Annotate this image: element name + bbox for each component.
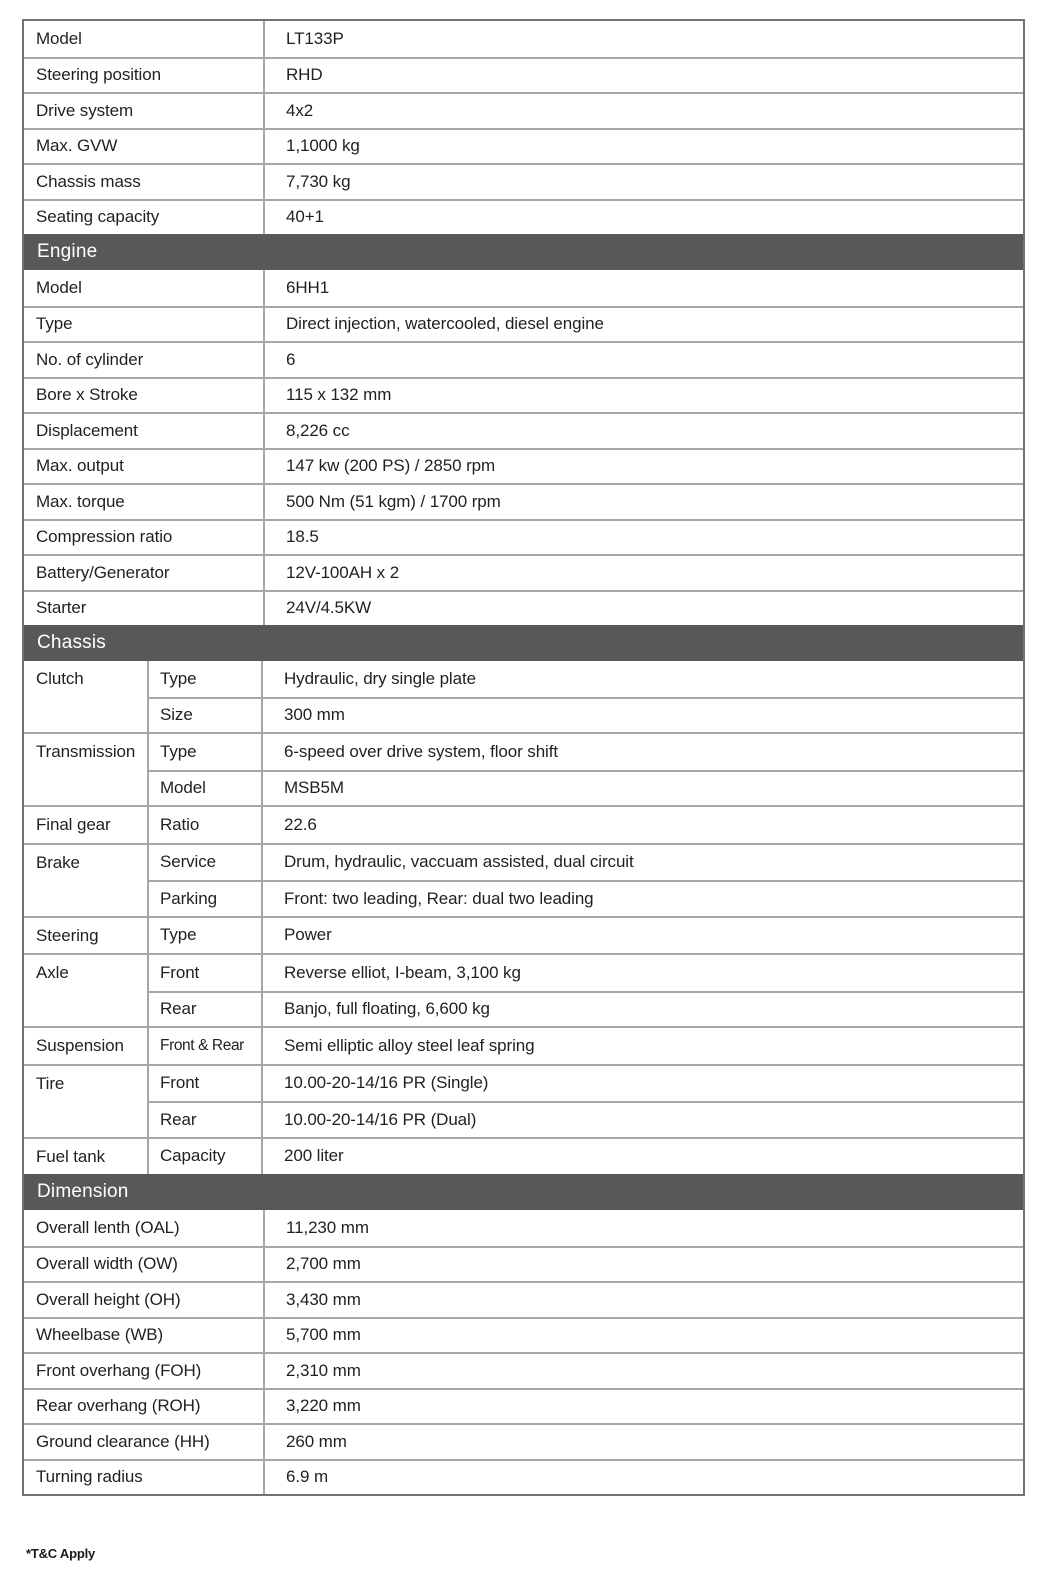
row-label: Max. GVW (24, 130, 265, 164)
spec-row (149, 991, 1023, 1027)
spec-row (24, 590, 1023, 626)
spec-row (149, 880, 1023, 916)
row-label: Model (24, 21, 265, 57)
row-value: 8,226 cc (286, 420, 350, 440)
sub-label: Front & Rear (149, 1028, 263, 1064)
spec-row (149, 918, 1023, 954)
row-label: Ground clearance (HH) (24, 1425, 265, 1459)
spec-row (24, 1352, 1023, 1388)
spec-row (149, 955, 1023, 991)
section-header-engine: Engine (24, 234, 1023, 270)
spec-row (149, 1028, 1023, 1064)
spec-row (149, 845, 1023, 881)
sub-label: Capacity (149, 1139, 263, 1175)
row-label: Rear overhang (ROH) (24, 1390, 265, 1424)
spec-row (24, 1210, 1023, 1246)
group-row-tire (24, 1064, 1023, 1137)
spec-row (149, 1101, 1023, 1137)
row-label: No. of cylinder (24, 343, 265, 377)
sub-label: Rear (149, 993, 263, 1027)
spec-row (24, 199, 1023, 235)
row-value: 2,700 mm (286, 1254, 361, 1274)
group-label: Steering (24, 918, 149, 954)
section-header-dimension: Dimension (24, 1174, 1023, 1210)
sub-label: Type (149, 661, 263, 697)
group-label: Tire (24, 1066, 149, 1137)
vehicle-spec-table (22, 19, 1025, 1496)
sub-label: Front (149, 955, 263, 991)
group-row-suspension (24, 1026, 1023, 1064)
row-value: 6HH1 (286, 277, 330, 297)
row-value: 10.00-20-14/16 PR (Dual) (284, 1109, 477, 1129)
sub-label: Model (149, 772, 263, 806)
row-value: 200 liter (284, 1146, 344, 1166)
spec-row (24, 554, 1023, 590)
row-label: Overall lenth (OAL) (24, 1210, 265, 1246)
row-label: Bore x Stroke (24, 379, 265, 413)
row-value: 24V/4.5KW (286, 598, 372, 618)
spec-row (149, 1066, 1023, 1102)
row-value: Hydraulic, dry single plate (284, 668, 476, 688)
sub-label: Type (149, 918, 263, 954)
row-value: Reverse elliot, I-beam, 3,100 kg (284, 962, 521, 982)
row-value: 3,430 mm (286, 1289, 361, 1309)
group-row-clutch (24, 661, 1023, 732)
group-label: Clutch (24, 661, 149, 732)
spec-row (24, 377, 1023, 413)
row-label: Drive system (24, 94, 265, 128)
spec-row (24, 448, 1023, 484)
group-label: Suspension (24, 1028, 149, 1064)
row-value: MSB5M (284, 778, 344, 798)
group-row-brake (24, 843, 1023, 916)
row-value: Front: two leading, Rear: dual two leading (284, 888, 594, 908)
row-label: Front overhang (FOH) (24, 1354, 265, 1388)
row-label: Overall width (OW) (24, 1248, 265, 1282)
sub-label: Rear (149, 1103, 263, 1137)
row-label: Max. torque (24, 485, 265, 519)
group-row-steering (24, 916, 1023, 954)
row-value: Direct injection, watercooled, diesel engine (286, 314, 604, 334)
row-value: 6-speed over drive system, floor shift (284, 741, 558, 761)
row-value: Banjo, full floating, 6,600 kg (284, 999, 490, 1019)
row-value: Drum, hydraulic, vaccuam assisted, dual circuit (284, 852, 634, 872)
row-value: 18.5 (286, 527, 319, 547)
row-label: Max. output (24, 450, 265, 484)
row-label: Starter (24, 592, 265, 626)
row-value: 6.9 m (286, 1467, 329, 1487)
group-row-fuel-tank (24, 1137, 1023, 1175)
row-value: 11,230 mm (286, 1217, 369, 1237)
spec-row (24, 1423, 1023, 1459)
sub-label: Parking (149, 882, 263, 916)
row-label: Wheelbase (WB) (24, 1319, 265, 1353)
group-row-axle (24, 953, 1023, 1026)
row-value: 500 Nm (51 kgm) / 1700 rpm (286, 491, 501, 511)
group-label: Final gear (24, 807, 149, 843)
group-label: Brake (24, 845, 149, 916)
spec-row (24, 306, 1023, 342)
row-value: 10.00-20-14/16 PR (Single) (284, 1073, 489, 1093)
row-value: Power (284, 925, 332, 945)
group-label: Transmission (24, 734, 149, 805)
section-header-chassis: Chassis (24, 625, 1023, 661)
spec-row (24, 341, 1023, 377)
spec-row (149, 661, 1023, 697)
row-label: Seating capacity (24, 201, 265, 235)
spec-row (149, 770, 1023, 806)
spec-row (24, 21, 1023, 57)
row-value: 300 mm (284, 705, 345, 725)
row-value: Semi elliptic alloy steel leaf spring (284, 1035, 535, 1055)
group-row-transmission (24, 732, 1023, 805)
row-value: 22.6 (284, 814, 317, 834)
spec-row (149, 697, 1023, 733)
row-value: 40+1 (286, 207, 324, 227)
row-label: Steering position (24, 59, 265, 93)
spec-row (24, 270, 1023, 306)
row-value: 5,700 mm (286, 1325, 361, 1345)
spec-row (24, 1459, 1023, 1495)
spec-row (24, 1317, 1023, 1353)
sub-label: Service (149, 845, 263, 881)
group-row-final-gear (24, 805, 1023, 843)
spec-row (149, 807, 1023, 843)
group-label: Axle (24, 955, 149, 1026)
row-label: Displacement (24, 414, 265, 448)
spec-row (24, 92, 1023, 128)
sub-label: Ratio (149, 807, 263, 843)
row-value: 7,730 kg (286, 171, 351, 191)
row-value: 3,220 mm (286, 1396, 361, 1416)
row-label: Turning radius (24, 1461, 265, 1495)
row-value: 12V-100AH x 2 (286, 562, 400, 582)
terms-footnote: *T&C Apply (26, 1546, 96, 1561)
sub-label: Front (149, 1066, 263, 1102)
row-label: Model (24, 270, 265, 306)
spec-row (24, 57, 1023, 93)
row-label: Overall height (OH) (24, 1283, 265, 1317)
spec-row (24, 1281, 1023, 1317)
row-value: LT133P (286, 28, 344, 48)
row-label: Chassis mass (24, 165, 265, 199)
row-label: Battery/Generator (24, 556, 265, 590)
row-value: 6 (286, 349, 296, 369)
row-value: 1,1000 kg (286, 136, 360, 156)
spec-row (24, 1388, 1023, 1424)
spec-row (24, 1246, 1023, 1282)
row-label: Type (24, 308, 265, 342)
sub-label: Size (149, 699, 263, 733)
spec-row (24, 519, 1023, 555)
row-value: RHD (286, 65, 323, 85)
row-value: 260 mm (286, 1431, 347, 1451)
row-value: 2,310 mm (286, 1360, 361, 1380)
spec-row (149, 734, 1023, 770)
group-label: Fuel tank (24, 1139, 149, 1175)
spec-row (24, 128, 1023, 164)
spec-row (24, 483, 1023, 519)
spec-row (24, 412, 1023, 448)
row-label: Compression ratio (24, 521, 265, 555)
spec-row (149, 1139, 1023, 1175)
row-value: 115 x 132 mm (286, 385, 392, 405)
row-value: 4x2 (286, 100, 314, 120)
row-value: 147 kw (200 PS) / 2850 rpm (286, 456, 496, 476)
sub-label: Type (149, 734, 263, 770)
spec-row (24, 163, 1023, 199)
